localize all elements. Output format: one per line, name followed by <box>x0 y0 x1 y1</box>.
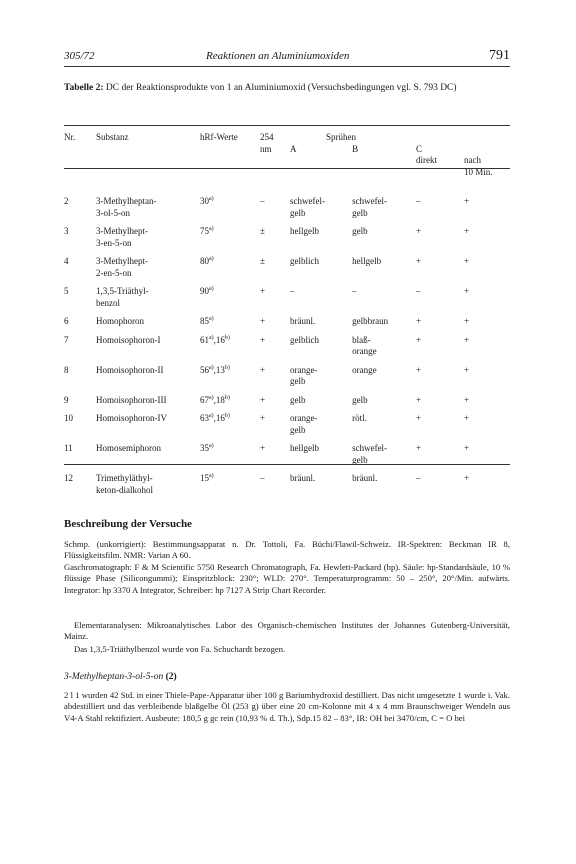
cell-uv-line: + <box>260 364 266 375</box>
hrf-value: 90 <box>200 286 209 296</box>
table-row <box>64 406 510 436</box>
hrf-value: ,13 <box>213 364 225 375</box>
cell-spray-c-direkt-line: + <box>416 413 422 423</box>
paragraph-supplier: Das 1,3,5-Triäthylbenzol wurde von Fa. Schuchardt bezogen. <box>74 644 286 654</box>
hrf-value: 63 <box>200 413 209 423</box>
cell-hrf <box>200 279 260 309</box>
cell-nr-line: 9 <box>64 394 69 405</box>
cell-spray-c-direkt-line: + <box>416 316 422 326</box>
cell-spray-a <box>290 279 352 309</box>
hrf-value: 56 <box>200 364 209 375</box>
cell-spray-c-direkt-line: + <box>416 334 422 345</box>
cell-spray-b-line: bräunl. <box>352 473 378 483</box>
cell-substanz-line: Homoisophoron-I <box>96 334 161 345</box>
cell-spray-b-line: schwefel- <box>352 196 388 206</box>
table-header-row <box>64 144 510 156</box>
cell-spray-c-direkt-line: + <box>416 364 422 375</box>
cell-spray-b <box>352 328 416 358</box>
cell-spray-c-direkt-line: + <box>416 394 422 405</box>
hrf-footnote: a) <box>209 334 214 341</box>
table-header-rule <box>64 168 510 169</box>
cell-spray-c-nach-line: + <box>464 394 470 405</box>
cell-spray-b-line: gelb <box>352 394 368 405</box>
paragraph-elemental-analysis: Elementaranalysen: Mikroanalytisches Labor des Organisch-chemischen Institutes der Johannes Gutenberg-Universität, Mainz. <box>64 620 510 642</box>
cell-spray-c-direkt <box>416 328 464 358</box>
hrf-value: ,18 <box>213 394 225 405</box>
cell-spray-c-direkt-line: + <box>416 256 422 266</box>
cell-uv <box>260 249 290 279</box>
cell-spray-b <box>352 219 416 249</box>
cell-uv <box>260 328 290 358</box>
cell-nr-line: 3 <box>64 226 69 236</box>
cell-substanz-line: Homophoron <box>96 316 144 326</box>
cell-spray-a-line: gelb <box>290 376 306 386</box>
cell-spray-c-direkt <box>416 249 464 279</box>
cell-spray-b <box>352 309 416 328</box>
compound-number: (2) <box>165 672 177 682</box>
cell-spray-c-nach <box>464 406 510 436</box>
cell-substanz-line: keton-dialkohol <box>96 484 153 495</box>
header-rule <box>64 66 510 67</box>
header-uv: 254 <box>260 132 274 142</box>
cell-spray-c-nach <box>464 249 510 279</box>
cell-substanz-line: Homosemiphoron <box>96 443 161 453</box>
cell-nr-line: 7 <box>64 334 69 345</box>
cell-substanz-line: Homoisophoron-III <box>96 394 167 405</box>
cell-spray-b-line: gelb <box>352 454 368 465</box>
cell-nr <box>64 279 96 309</box>
cell-spray-a <box>290 186 352 219</box>
cell-hrf <box>200 249 260 279</box>
cell-uv-line: ± <box>260 256 265 266</box>
cell-spray-b-line: blaß- <box>352 334 371 345</box>
hrf-footnote: b) <box>224 334 230 341</box>
cell-spray-a-line: – <box>290 286 295 296</box>
cell-nr-line: 6 <box>64 316 69 326</box>
hrf-value: ,16 <box>213 334 225 345</box>
hrf-footnote: a) <box>209 413 214 419</box>
cell-spray-c-nach-line: + <box>464 364 470 375</box>
table-row <box>64 358 510 388</box>
cell-spray-c-nach <box>464 186 510 219</box>
cell-spray-a-line: orange- <box>290 413 318 423</box>
header-c-direkt: direkt <box>416 155 437 165</box>
cell-uv <box>260 466 290 496</box>
cell-spray-a <box>290 249 352 279</box>
cell-substanz-line: Homoisophoron-II <box>96 364 164 375</box>
cell-uv <box>260 186 290 219</box>
table-top-rule <box>64 125 510 126</box>
cell-substanz <box>96 436 200 466</box>
section-title: Beschreibung der Versuche <box>64 518 192 530</box>
cell-spray-a-line: schwefel- <box>290 196 325 206</box>
cell-spray-c-direkt-line: + <box>416 226 422 236</box>
cell-spray-b <box>352 186 416 219</box>
cell-spray-c-nach-line: + <box>464 286 470 296</box>
cell-uv <box>260 388 290 407</box>
cell-spray-c-nach-line: + <box>464 473 470 483</box>
header-nach-min: 10 Min. <box>464 166 493 177</box>
cell-spray-c-direkt-line: – <box>416 473 421 483</box>
cell-nr <box>64 186 96 219</box>
cell-spray-a-line: bräunl. <box>290 473 316 483</box>
cell-spray-c-nach <box>464 436 510 466</box>
cell-spray-c-nach <box>464 309 510 328</box>
cell-spray-b-line: hellgelb <box>352 256 382 266</box>
cell-spray-a-line: gelb <box>290 394 306 405</box>
header-spruehen: Sprühen <box>326 132 356 142</box>
cell-nr <box>64 388 96 407</box>
cell-spray-b <box>352 436 416 466</box>
cell-spray-a <box>290 358 352 388</box>
cell-spray-c-direkt-line: – <box>416 196 421 206</box>
cell-uv <box>260 436 290 466</box>
hrf-value: 30 <box>200 196 209 206</box>
cell-spray-c-nach-line: + <box>464 196 470 206</box>
hrf-footnote: a) <box>209 256 214 262</box>
cell-nr <box>64 309 96 328</box>
cell-spray-c-direkt <box>416 358 464 388</box>
cell-spray-c-nach-line: + <box>464 413 470 423</box>
hrf-value: 35 <box>200 443 209 453</box>
cell-spray-b <box>352 388 416 407</box>
cell-nr <box>64 219 96 249</box>
cell-spray-c-nach <box>464 328 510 358</box>
cell-nr-line: 5 <box>64 286 69 296</box>
hrf-footnote: b) <box>224 394 230 401</box>
table-row <box>64 388 510 407</box>
cell-spray-b-line: – <box>352 286 357 296</box>
cell-substanz <box>96 388 200 407</box>
cell-spray-a <box>290 466 352 496</box>
cell-uv <box>260 406 290 436</box>
cell-substanz <box>96 249 200 279</box>
header-nach <box>464 155 510 186</box>
cell-spray-b <box>352 279 416 309</box>
table-row <box>64 186 510 219</box>
header-substanz: Substanz <box>96 132 129 142</box>
cell-spray-a-line: gelblich <box>290 334 319 345</box>
cell-uv-line: + <box>260 413 266 423</box>
hrf-value: 15 <box>200 473 209 483</box>
cell-spray-c-direkt <box>416 309 464 328</box>
cell-uv <box>260 358 290 388</box>
cell-spray-b-line: rötl. <box>352 413 367 423</box>
cell-spray-c-nach-line: + <box>464 256 470 266</box>
cell-spray-c-direkt <box>416 186 464 219</box>
page-number: 791 <box>489 48 510 63</box>
cell-substanz <box>96 279 200 309</box>
cell-uv-line: – <box>260 196 265 206</box>
cell-substanz <box>96 328 200 358</box>
cell-uv-line: + <box>260 443 266 453</box>
cell-nr-line: 11 <box>64 443 73 453</box>
cell-uv-line: + <box>260 286 266 296</box>
header-nach-label: nach <box>464 155 481 165</box>
cell-spray-a <box>290 388 352 407</box>
cell-nr-line: 12 <box>64 473 73 483</box>
cell-hrf <box>200 388 260 407</box>
cell-spray-b-line: orange <box>352 346 377 356</box>
cell-substanz-line: 1,3,5-Triäthyl- <box>96 286 149 296</box>
cell-substanz <box>96 466 200 496</box>
cell-spray-a-line: gelblich <box>290 256 319 266</box>
journal-reference: 305/72 <box>64 50 95 62</box>
cell-spray-b-line: orange <box>352 364 377 375</box>
cell-spray-c-nach <box>464 466 510 496</box>
cell-substanz-line: 3-ol-5-on <box>96 207 130 218</box>
cell-spray-a-line: gelb <box>290 207 306 218</box>
cell-substanz-line: Homoisophoron-IV <box>96 413 167 423</box>
cell-hrf <box>200 466 260 496</box>
cell-nr <box>64 358 96 388</box>
cell-nr-line: 4 <box>64 256 69 266</box>
cell-substanz-line: 3-Methylhept- <box>96 256 148 266</box>
hrf-value: 61 <box>200 334 209 345</box>
header-nr: Nr. <box>64 132 76 142</box>
cell-spray-b-line: gelbbraun <box>352 316 389 326</box>
cell-hrf <box>200 219 260 249</box>
cell-spray-b-line: schwefel- <box>352 443 388 453</box>
cell-substanz-line: Trimethyläthyl- <box>96 473 153 483</box>
cell-hrf <box>200 309 260 328</box>
table-row <box>64 249 510 279</box>
hrf-footnote: b) <box>224 413 230 419</box>
cell-substanz-line: benzol <box>96 297 120 308</box>
header-a: A <box>290 143 297 154</box>
hrf-footnote: a) <box>209 226 214 232</box>
hrf-value: 67 <box>200 394 209 405</box>
cell-substanz <box>96 406 200 436</box>
table-row <box>64 436 510 466</box>
cell-spray-c-nach <box>464 279 510 309</box>
cell-uv <box>260 309 290 328</box>
cell-substanz-line: 2-en-5-on <box>96 267 132 278</box>
cell-spray-a-line: gelb <box>290 424 306 435</box>
cell-spray-b-line: gelb <box>352 226 368 236</box>
cell-spray-c-direkt <box>416 219 464 249</box>
hrf-value: 85 <box>200 316 209 326</box>
cell-nr <box>64 466 96 496</box>
cell-substanz-line: 3-Methylheptan- <box>96 196 157 206</box>
cell-nr <box>64 328 96 358</box>
paragraph-procedure: 2 l 1 wurden 42 Std. in einer Thiele-Pape-Apparatur über 100 g Bariumhydroxid destilliert. Das nicht umgesetzte 1 wurde i. Vak. abdestilliert und das verbleibende blaßgelbe Öl (253 g) über eine 20 cm-Kolonne mit 4 x 4 mm Braunschweiger Wendeln aus V4-A Stahl rektifiziert. Ausbeute: 180,5 g gc rein (10,93 % d. Th.), Sdp.15 82 – 83°, IR: OH bei 3470/cm, C = O bei <box>64 690 510 723</box>
cell-uv-line: + <box>260 334 266 345</box>
cell-spray-a <box>290 309 352 328</box>
cell-spray-b <box>352 406 416 436</box>
cell-spray-a <box>290 328 352 358</box>
cell-uv-line: – <box>260 473 265 483</box>
hrf-footnote: a) <box>209 394 214 401</box>
cell-spray-c-direkt <box>416 466 464 496</box>
cell-spray-c-direkt-line: + <box>416 443 422 453</box>
hrf-footnote: a) <box>209 286 214 292</box>
cell-spray-b <box>352 358 416 388</box>
cell-spray-c-direkt <box>416 388 464 407</box>
running-title: Reaktionen an Aluminiumoxiden <box>206 50 350 62</box>
table-caption-label: Tabelle 2: <box>64 83 104 93</box>
table-row <box>64 328 510 358</box>
table-row <box>64 219 510 249</box>
cell-substanz <box>96 186 200 219</box>
cell-substanz <box>96 219 200 249</box>
table-caption <box>64 82 510 95</box>
cell-spray-c-nach-line: + <box>464 443 470 453</box>
table-row <box>64 279 510 309</box>
table-header-row <box>64 155 510 186</box>
hrf-footnote: b) <box>224 364 230 371</box>
header-hrf: hRf-Werte <box>200 132 238 142</box>
cell-spray-c-nach <box>464 358 510 388</box>
cell-spray-c-nach <box>464 219 510 249</box>
cell-spray-b <box>352 466 416 496</box>
cell-hrf <box>200 436 260 466</box>
cell-spray-a-line: hellgelb <box>290 443 319 453</box>
header-b: B <box>352 143 359 154</box>
cell-substanz <box>96 309 200 328</box>
cell-substanz-line: 3-en-5-on <box>96 237 132 248</box>
cell-uv <box>260 219 290 249</box>
paragraph-gas-chromatograph: Gaschromatograph: F & M Scientific 5750 Research Chromatograph, Fa. Hewlett-Packard (hp). Säule: hp-Standardsäule, 10 % flüssige Phase (Silicongummi); Einspritzblock: 230°; WLD: 270°. Temperaturprogramm: 50 – 250°, 20°/Min. aufwärts. Integrator: hp 3370 A Integrator, Schreiber: hp 7127 A Strip Chart Recorder. <box>64 562 510 595</box>
cell-nr <box>64 406 96 436</box>
cell-uv-line: + <box>260 316 266 326</box>
cell-hrf <box>200 328 260 358</box>
table-caption-text: DC der Reaktionsprodukte von 1 an Aluminiumoxid (Versuchsbedingungen vgl. S. 793 DC) <box>105 83 457 93</box>
cell-uv-line: + <box>260 394 266 405</box>
header-c: C <box>416 143 423 154</box>
hrf-value: 75 <box>200 226 209 236</box>
cell-substanz <box>96 358 200 388</box>
cell-hrf <box>200 406 260 436</box>
cell-nr-line: 8 <box>64 364 69 375</box>
cell-spray-a <box>290 219 352 249</box>
hrf-value: 80 <box>200 256 209 266</box>
cell-uv <box>260 279 290 309</box>
compound-name: 3-Methylheptan-3-ol-5-on <box>64 672 164 682</box>
cell-nr-line: 10 <box>64 413 73 423</box>
cell-nr-line: 2 <box>64 196 69 206</box>
cell-spray-c-direkt <box>416 436 464 466</box>
cell-spray-a-line: orange- <box>290 364 318 375</box>
cell-spray-a <box>290 406 352 436</box>
cell-spray-c-nach-line: + <box>464 226 470 236</box>
hrf-footnote: a) <box>209 196 214 202</box>
table-header-row <box>64 132 510 144</box>
table-row <box>64 309 510 328</box>
header-uv-unit: nm <box>260 143 272 154</box>
hrf-footnote: a) <box>209 364 214 371</box>
cell-spray-c-nach <box>464 388 510 407</box>
cell-spray-c-nach-line: + <box>464 316 470 326</box>
cell-spray-b-line: gelb <box>352 207 368 218</box>
hrf-value: ,16 <box>213 413 225 423</box>
hrf-footnote: a) <box>209 443 214 449</box>
cell-spray-b <box>352 249 416 279</box>
hrf-footnote: a) <box>209 473 214 479</box>
cell-spray-c-direkt <box>416 279 464 309</box>
cell-nr <box>64 249 96 279</box>
cell-spray-c-direkt-line: – <box>416 286 421 296</box>
cell-substanz-line: 3-Methylhept- <box>96 226 148 236</box>
cell-nr <box>64 436 96 466</box>
cell-spray-a-line: hellgelb <box>290 226 319 236</box>
paragraph-instruments: Schmp. (unkorrigiert): Bestimmungsapparat n. Dr. Tottoli, Fa. Büchi/Flawil-Schweiz. IR-Spektren: Beckman IR 8, Flüssigkeitsfilm. NMR: Varian A 60. <box>64 539 510 561</box>
cell-hrf <box>200 186 260 219</box>
experiment-subheading <box>64 672 177 682</box>
hrf-footnote: a) <box>209 316 214 322</box>
table-bottom-rule <box>64 464 510 465</box>
table-row <box>64 466 510 496</box>
cell-spray-a-line: bräunl. <box>290 316 316 326</box>
cell-hrf <box>200 358 260 388</box>
dc-table <box>64 132 510 496</box>
cell-uv-line: ± <box>260 226 265 236</box>
cell-spray-a <box>290 436 352 466</box>
cell-spray-c-nach-line: + <box>464 334 470 345</box>
running-head <box>64 48 510 68</box>
cell-spray-c-direkt <box>416 406 464 436</box>
